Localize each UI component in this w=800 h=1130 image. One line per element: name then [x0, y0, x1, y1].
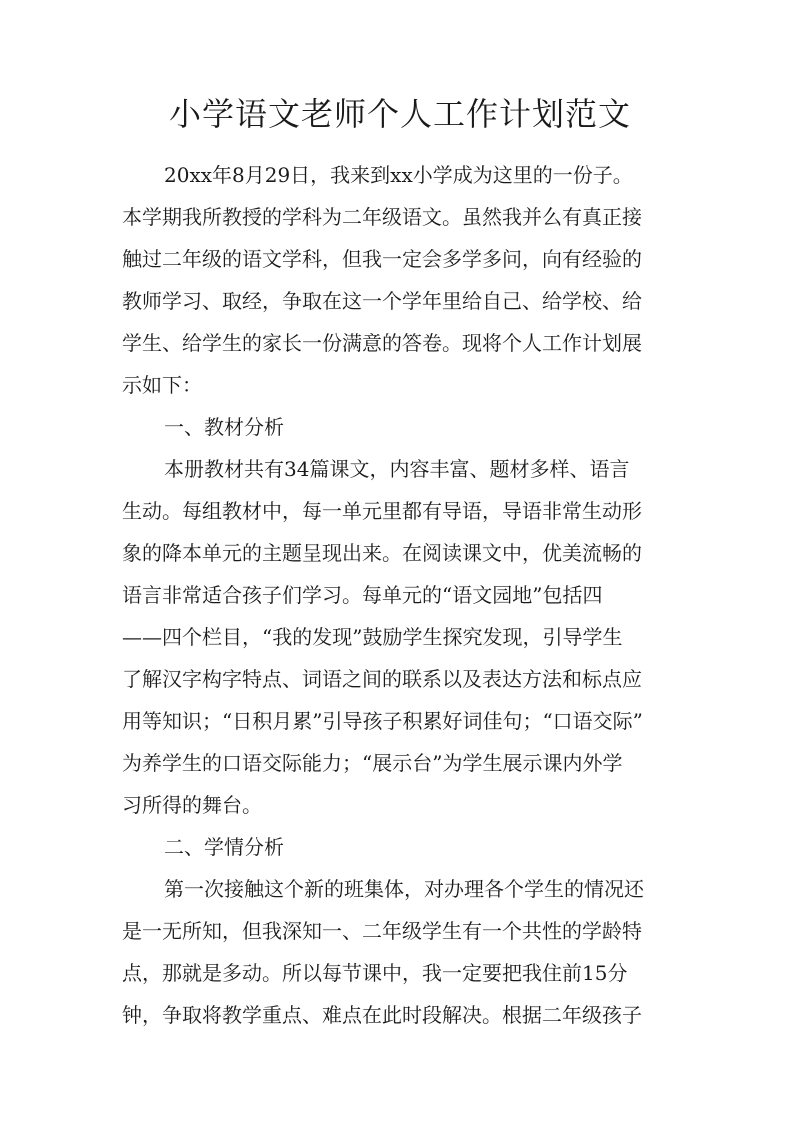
- paragraph-line: 点，那就是多动。所以每节课中，我一定要把我住前15分: [122, 961, 628, 985]
- paragraph-line: 象的降本单元的主题呈现出来。在阅读课文中，优美流畅的: [122, 541, 642, 565]
- paragraph-line: 教师学习、取经，争取在这一个学年里给自己、给学校、给: [122, 289, 642, 313]
- paragraph-line: 钟，争取将教学重点、难点在此时段解决。根据二年级孩子: [122, 1003, 642, 1027]
- paragraph-line: 学生、给学生的家长一份满意的答卷。现将个人工作计划展: [122, 331, 642, 355]
- paragraph-line: 示如下：: [122, 373, 202, 397]
- section-heading: 二、学情分析: [164, 835, 284, 859]
- paragraph-line: ——四个栏目，“我的发现”鼓励学生探究发现，引导学生: [122, 625, 623, 649]
- paragraph-line: 是一无所知，但我深知一、二年级学生有一个共性的学龄特: [122, 919, 642, 943]
- paragraph-line: 了解汉字构字特点、词语之间的联系以及表达方法和标点应: [122, 667, 642, 691]
- paragraph-line: 第一次接触这个新的班集体，对办理各个学生的情况还: [164, 877, 644, 901]
- section-heading: 一、教材分析: [164, 415, 284, 439]
- paragraph-line: 语言非常适合孩子们学习。每单元的“语文园地”包括四: [122, 583, 603, 607]
- paragraph-line: 本学期我所教授的学科为二年级语文。虽然我并么有真正接: [122, 205, 642, 229]
- paragraph-line: 本册教材共有34篇课文，内容丰富、题材多样、语言: [164, 457, 630, 481]
- paragraph-line: 生动。每组教材中，每一单元里都有导语，导语非常生动形: [122, 499, 642, 523]
- paragraph-line: 20xx年8月29日，我来到xx小学成为这里的一份子。: [164, 163, 633, 187]
- paragraph-line: 用等知识；“日积月累”引导孩子积累好词佳句；“口语交际”: [122, 709, 643, 733]
- paragraph-line: 为养学生的口语交际能力；“展示台”为学生展示课内外学: [122, 751, 623, 775]
- paragraph-line: 触过二年级的语文学科，但我一定会多学多问，向有经验的: [122, 247, 642, 271]
- paragraph-line: 习所得的舞台。: [122, 793, 262, 817]
- document-title: 小学语文老师个人工作计划范文: [168, 95, 631, 133]
